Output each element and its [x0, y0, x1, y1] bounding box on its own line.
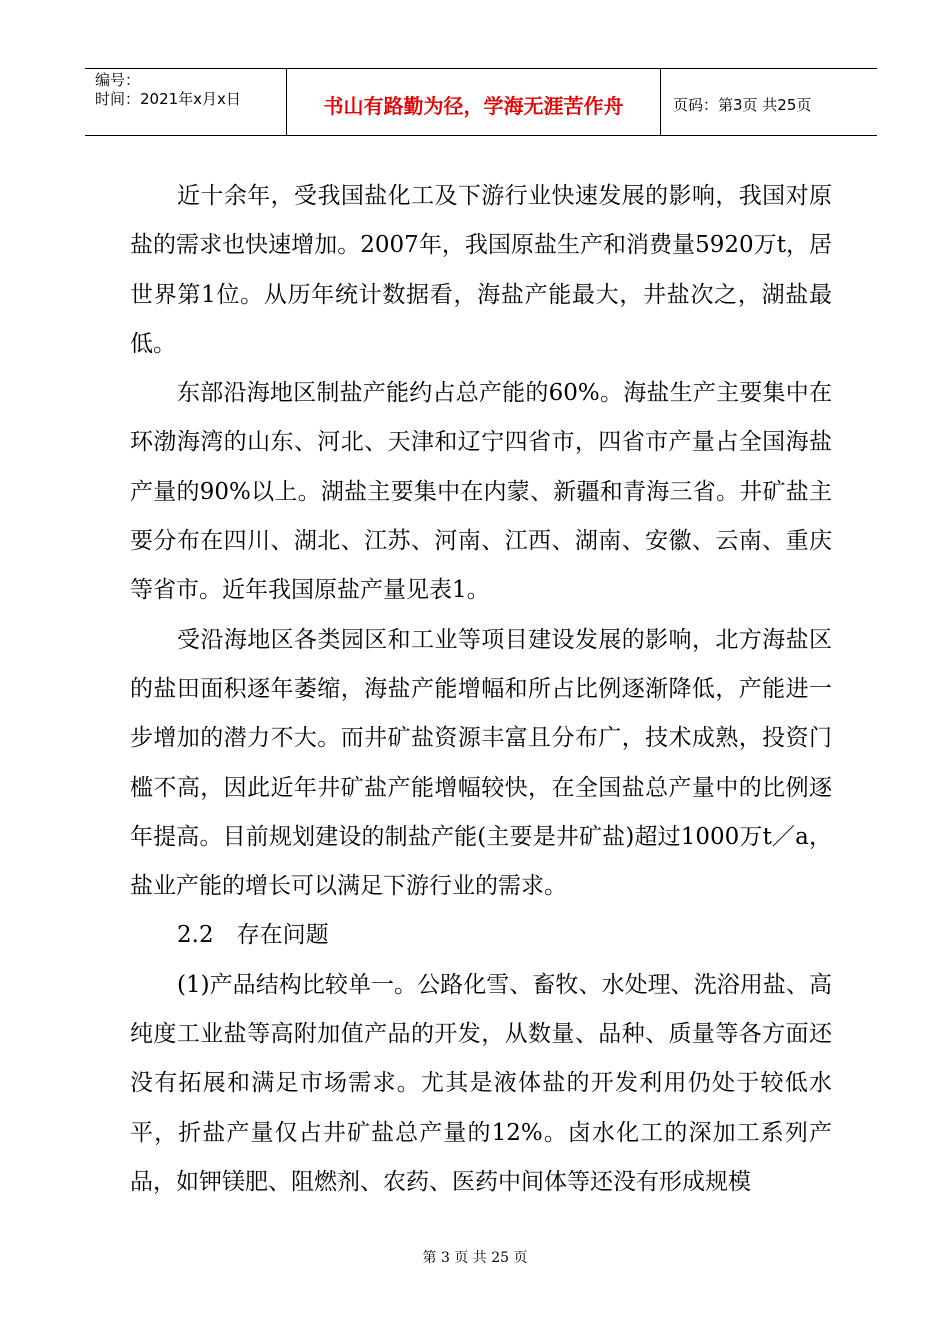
document-body — [130, 172, 832, 1207]
time-label: 时间：2021年x月x日 — [95, 90, 241, 108]
header-meta-cell — [85, 69, 287, 135]
page-footer — [0, 1247, 950, 1267]
header-motto-cell — [287, 69, 661, 135]
footer-page-number: 第 3 页 共 25 页 — [422, 1250, 528, 1266]
paragraph-capacity-trend: 受沿海地区各类园区和工业等项目建设发展的影响，北方海盐区的盐田面积逐年萎缩，海盐产能增幅和所占比例逐渐降低，产能进一步增加的潜力不大。而井矿盐资源丰富且分布广，技术成熟，投资门槛不高，因此近年井矿盐产能增幅较快，在全国盐总产量中的比例逐年提高。目前规划建设的制盐产能(主要是井矿盐)超过1000万t／a，盐业产能的增长可以满足下游行业的需求。 — [130, 626, 832, 900]
paragraph-regional-capacity: 东部沿海地区制盐产能约占总产能的60%。海盐生产主要集中在环渤海湾的山东、河北、天津和辽宁四省市，四省市产量占全国海盐产量的90%以上。湖盐主要集中在内蒙、新疆和青海三省。井矿盐主要分布在四川、湖北、江苏、河南、江西、湖南、安徽、云南、重庆等省市。近年我国原盐产量见表1。 — [130, 380, 832, 604]
paragraph-salt-demand: 近十余年，受我国盐化工及下游行业快速发展的影响，我国对原盐的需求也快速增加。2007年，我国原盐生产和消费量5920万t，居世界第1位。从历年统计数据看，海盐产能最大，井盐次之，湖盐最低。 — [130, 183, 832, 357]
header-page-cell — [661, 69, 877, 135]
motto-text: 书山有路勤为径，学海无涯苦作舟 — [323, 93, 624, 118]
paragraph-product-structure: (1)产品结构比较单一。公路化雪、畜牧、水处理、洗浴用盐、高纯度工业盐等高附加值产品的开发，从数量、品种、质量等各方面还没有拓展和满足市场需求。尤其是液体盐的开发利用仍处于较低水平，折盐产量仅占井矿盐总产量的12%。卤水化工的深加工系列产品，如钾镁肥、阻燃剂、农药、医药中间体等还没有形成规模 — [130, 971, 832, 1195]
section-heading-problems: 2.2 存在问题 — [177, 922, 329, 949]
header-page-label: 页码：第3页 共25页 — [673, 95, 812, 114]
page-header — [85, 68, 877, 136]
number-label: 编号： — [95, 71, 141, 89]
